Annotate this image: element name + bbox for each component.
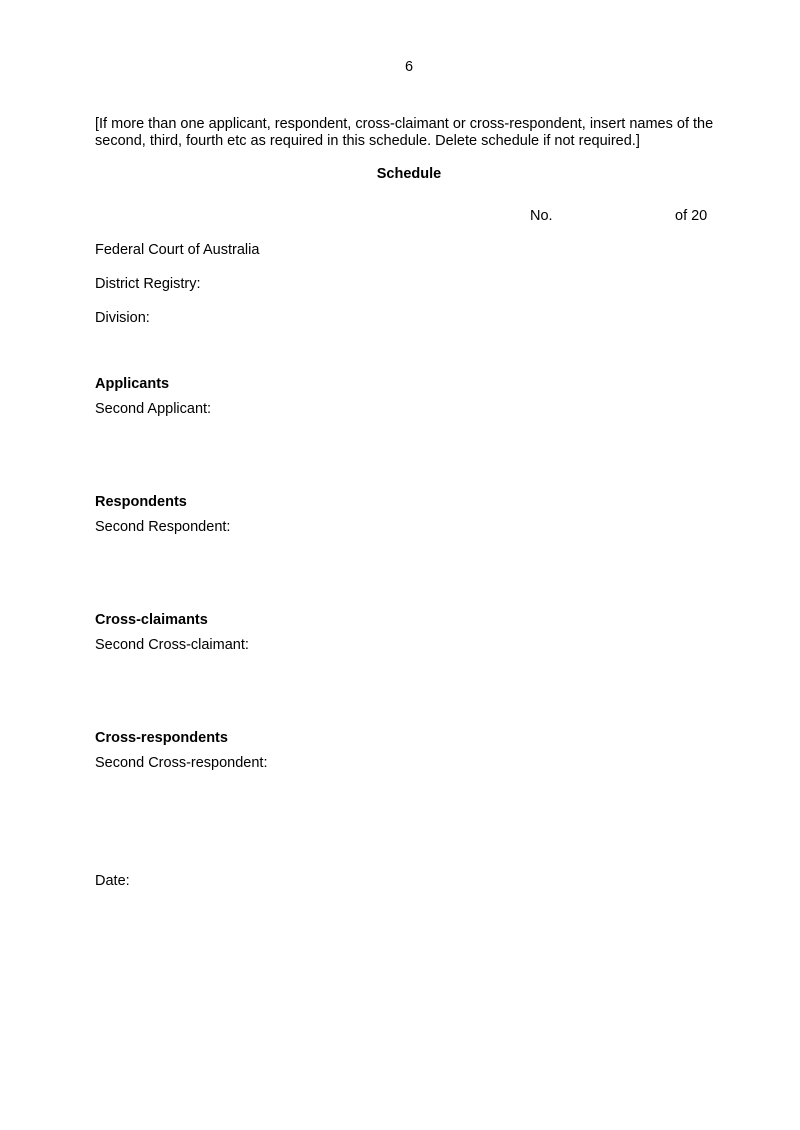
instruction-note: [If more than one applicant, respondent, cross-claimant or cross-respondent, insert names of the second, third, fourth etc as required in this schedule. Delete schedule if not required.] xyxy=(95,116,714,149)
second-cross-claimant-label: Second Cross-claimant: xyxy=(95,637,249,653)
file-year-label: of 20 xyxy=(675,208,708,224)
court-name: Federal Court of Australia xyxy=(95,242,260,258)
second-respondent-label: Second Respondent: xyxy=(95,519,231,535)
schedule-heading: Schedule xyxy=(376,166,442,182)
file-number-label: No. xyxy=(530,208,553,224)
cross-claimants-heading: Cross-claimants xyxy=(95,612,208,628)
respondents-heading: Respondents xyxy=(95,494,187,510)
division-label: Division: xyxy=(95,310,150,326)
district-registry-label: District Registry: xyxy=(95,276,201,292)
page-number: 6 xyxy=(404,59,414,75)
cross-respondents-heading: Cross-respondents xyxy=(95,730,228,746)
applicants-heading: Applicants xyxy=(95,376,170,392)
second-applicant-label: Second Applicant: xyxy=(95,401,212,417)
second-cross-respondent-label: Second Cross-respondent: xyxy=(95,755,268,771)
date-label: Date: xyxy=(95,873,130,889)
